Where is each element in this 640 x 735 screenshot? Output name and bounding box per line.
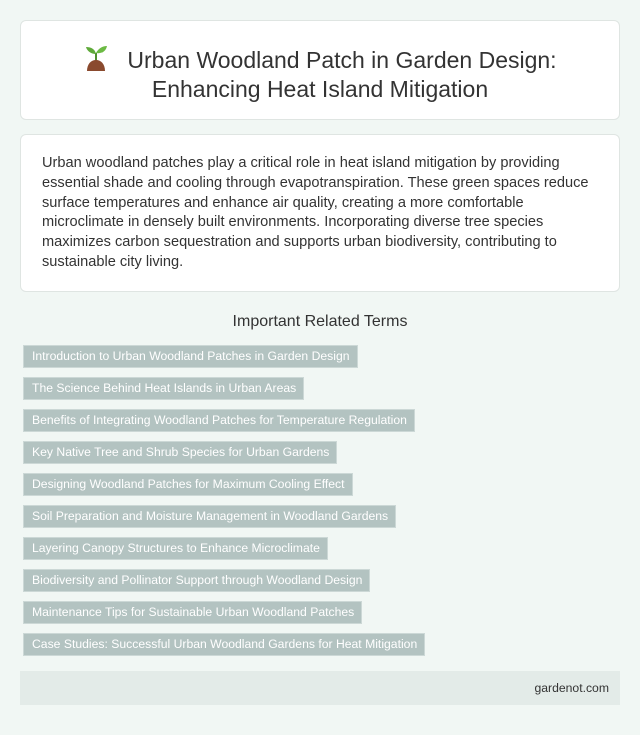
summary-card (20, 134, 620, 292)
page-title-line-1: Urban Woodland Patch in Garden Design: (127, 47, 557, 73)
term-tag-soil-moisture[interactable]: Soil Preparation and Moisture Management in Woodland Gardens (23, 505, 396, 528)
related-terms-list (23, 345, 425, 665)
term-tag-biodiversity[interactable]: Biodiversity and Pollinator Support through Woodland Design (23, 569, 370, 592)
site-link[interactable]: gardenot.com (534, 681, 609, 695)
page-title (21, 44, 619, 104)
sprout-icon (83, 44, 109, 72)
term-tag-native-species[interactable]: Key Native Tree and Shrub Species for Urban Gardens (23, 441, 337, 464)
footer-bar (20, 671, 620, 705)
term-tag-maintenance[interactable]: Maintenance Tips for Sustainable Urban Woodland Patches (23, 601, 362, 624)
term-tag-urban-woodland-intro[interactable]: Introduction to Urban Woodland Patches in Garden Design (23, 345, 358, 368)
term-tag-temperature-regulation[interactable]: Benefits of Integrating Woodland Patches for Temperature Regulation (23, 409, 415, 432)
term-tag-canopy-layering[interactable]: Layering Canopy Structures to Enhance Microclimate (23, 537, 328, 560)
related-terms-heading: Important Related Terms (232, 313, 408, 330)
term-tag-cooling-design[interactable]: Designing Woodland Patches for Maximum Cooling Effect (23, 473, 353, 496)
term-tag-case-studies[interactable]: Case Studies: Successful Urban Woodland Gardens for Heat Mitigation (23, 633, 425, 656)
term-tag-heat-island-science[interactable]: The Science Behind Heat Islands in Urban Areas (23, 377, 304, 400)
page-title-line-2: Enhancing Heat Island Mitigation (151, 76, 489, 102)
title-card (20, 20, 620, 120)
summary-paragraph: Urban woodland patches play a critical role in heat island mitigation by providing essential shade and cooling through evapotranspiration. These green spaces reduce surface temperatures and enhance air quality, creating a more comfortable microclimate in densely built environments. Incorporating diverse tree species maximizes carbon sequestration and supports urban biodiversity, contributing to sustainable city living. (42, 155, 589, 270)
